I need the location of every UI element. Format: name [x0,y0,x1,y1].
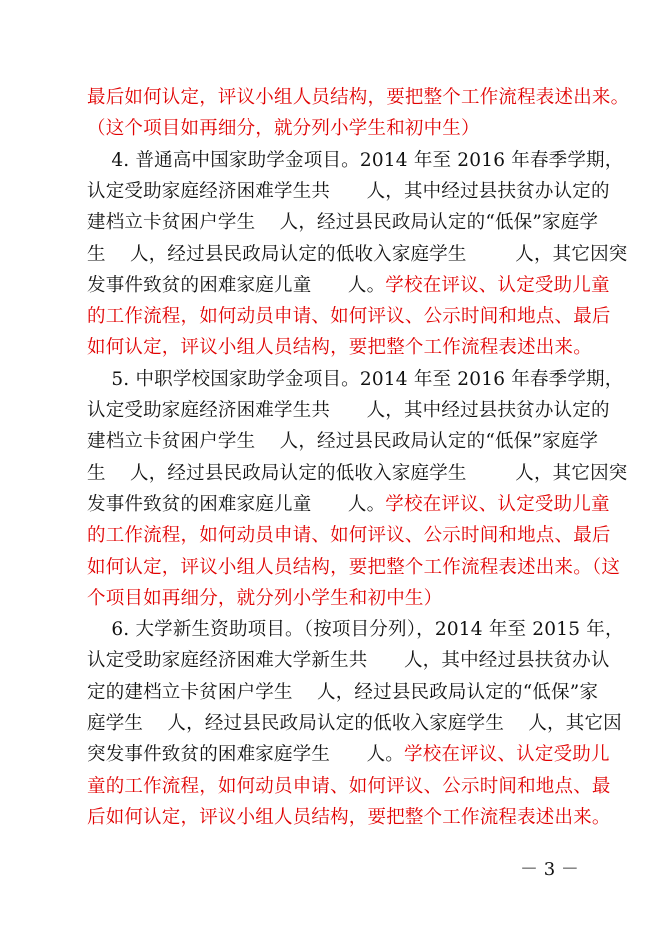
text-line [87,649,610,673]
instruction-text: 的工作流程，如何动员申请、如何评议、公示时间和地点、最后 [87,525,611,547]
instruction-text: 如何认定，评议小组人员结构，要把整个工作流程表述出来。（这 [87,556,621,578]
text-line [87,399,610,423]
text-line [87,243,628,267]
text-line [87,775,611,799]
instruction-text: 最后如何认定，评议小组人员结构，要把整个工作流程表述出来。 [87,87,630,108]
body-text: 定的建档立卡贫困户学生 人，经过县民政局认定的“低保”家 [87,681,599,703]
instruction-text: 后如何认定，评议小组人员结构，要把整个工作流程表述出来。 [87,807,611,828]
body-text: 认定受助家庭经济困难学生共 人，其中经过县扶贫办认定的 [87,400,610,422]
instruction-text: （这个项目如再细分，就分列小学生和初中生） [87,118,480,140]
text-line [87,86,630,110]
instruction-text: 学校在评议、认定受助儿童 [385,274,610,296]
text-line [87,117,583,141]
body-text: 4. 普通高中国家助学金项目。2014 年至 2016 年春季学期， [87,149,624,171]
instruction-text: 的工作流程，如何动员申请、如何评议、公示时间和地点、最后 [87,306,611,328]
text-line [87,524,611,548]
body-text: 6. 大学新生资助项目。（按项目分列），2014 年至 2015 年， [87,619,624,641]
instruction-text: 如何认定，评议小组人员结构，要把整个工作流程表述出来。 [87,337,592,359]
body-text: 发事件致贫的困难家庭儿童 人。 [87,274,386,296]
text-line [87,556,621,580]
text-line [87,493,610,517]
body-text: 突发事件致贫的困难家庭学生 人。 [87,744,404,766]
body-text: 认定受助家庭经济困难大学新生共 人，其中经过县扶贫办认 [87,650,610,672]
text-line [87,743,610,767]
instruction-text: 童的工作流程，如何动员申请、如何评议、公示时间和地点、最 [87,775,611,797]
page-number: － 3 － [520,859,579,880]
body-text: 5. 中职学校国家助学金项目。2014 年至 2016 年春季学期， [87,368,624,390]
text-line [87,681,599,705]
text-line [87,274,610,298]
text-line [87,211,599,235]
text-line [87,305,611,329]
body-text: 建档立卡贫困户学生 人，经过县民政局认定的“低保”家庭学 [87,431,599,453]
body-text: 庭学生 人，经过县民政局认定的低收入家庭学生 人，其它因 [87,713,622,735]
text-line [87,712,622,736]
text-line [87,368,624,392]
body-text: 认定受助家庭经济困难学生共 人，其中经过县扶贫办认定的 [87,180,610,202]
instruction-text: 个项目如再细分，就分列小学生和初中生） [87,587,443,609]
text-line [87,806,611,830]
body-text: 建档立卡贫困户学生 人，经过县民政局认定的“低保”家庭学 [87,212,599,234]
text-line [87,336,592,360]
instruction-text: 学校在评议、认定受助儿童 [385,493,610,515]
text-line [87,587,583,611]
body-text: 生 人，经过县民政局认定的低收入家庭学生 人，其它因突 [87,462,628,484]
text-line [87,618,624,642]
body-text: 发事件致贫的困难家庭儿童 人。 [87,493,386,515]
instruction-text: 学校在评议、认定受助儿 [404,744,610,766]
text-line [87,462,628,486]
body-text: 生 人，经过县民政局认定的低收入家庭学生 人，其它因突 [87,243,628,265]
text-line [87,180,610,204]
text-line [87,430,599,454]
text-line [87,149,624,173]
